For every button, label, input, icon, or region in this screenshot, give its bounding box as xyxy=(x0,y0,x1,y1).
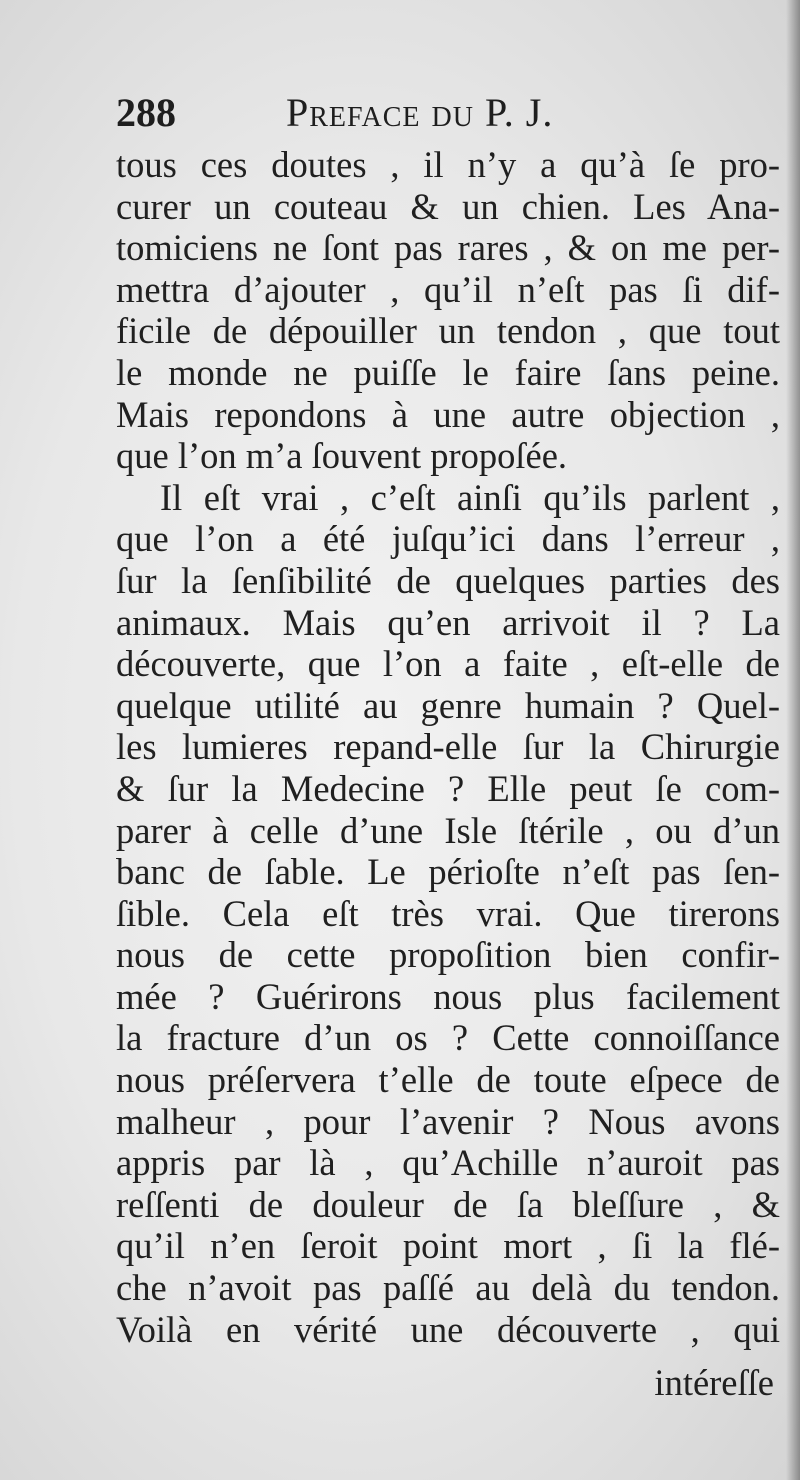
text-line: curer un couteau & un chien. Les Ana- xyxy=(116,185,780,227)
text-line: tomiciens ne ſont pas rares , & on me per- xyxy=(116,227,780,269)
text-line: les lumieres repand-elle ſur la Chirurgie xyxy=(116,726,780,768)
text-line: Il eſt vrai , c’eſt ainſi qu’ils parlent , xyxy=(160,476,780,518)
running-title: Preface du P. J. xyxy=(286,90,554,135)
text-line: qu’il n’en ſeroit point mort , ſi la flé- xyxy=(116,1225,780,1267)
text-line: appris par là , qu’Achille n’auroit pas xyxy=(116,1142,780,1184)
text-line: parer à celle d’une Isle ſtérile , ou d’un xyxy=(116,809,780,851)
text-line: nous de cette propoſition bien confir- xyxy=(116,934,780,976)
body-text xyxy=(116,144,780,1350)
text-line: che n’avoit pas paſſé au delà du tendon. xyxy=(116,1267,780,1309)
text-line: Mais repondons à une autre objection , xyxy=(116,393,780,435)
catchword: intéreſſe xyxy=(654,1362,774,1403)
text-line: mée ? Guérirons nous plus facilement xyxy=(116,975,780,1017)
text-line: que l’on a été juſqu’ici dans l’erreur , xyxy=(116,518,780,560)
text-line: Voilà en vérité une découverte , qui xyxy=(116,1308,780,1350)
text-line: animaux. Mais qu’en arrivoit il ? La xyxy=(116,601,780,643)
page-edge-shadow xyxy=(786,0,800,1480)
text-line: & ſur la Medecine ? Elle peut ſe com- xyxy=(116,767,780,809)
text-line: découverte, que l’on a faite , eſt-elle de xyxy=(116,643,780,685)
text-line: ſur la ſenſibilité de quelques parties des xyxy=(116,559,780,601)
text-line: tous ces doutes , il n’y a qu’à ſe pro- xyxy=(116,144,780,185)
text-line: ſible. Cela eſt très vrai. Que tirerons xyxy=(116,892,780,934)
text-line: malheur , pour l’avenir ? Nous avons xyxy=(116,1100,780,1142)
text-line: la fracture d’un os ? Cette connoiſſance xyxy=(116,1017,780,1059)
text-line: ficile de dépouiller un tendon , que tout xyxy=(116,310,780,352)
text-line: mettra d’ajouter , qu’il n’eſt pas ſi dif- xyxy=(116,268,780,310)
text-line: le monde ne puiſſe le faire ſans peine. xyxy=(116,351,780,393)
page-header xyxy=(116,88,676,138)
page-number: 288 xyxy=(116,90,176,135)
text-line: nous préſervera t’elle de toute eſpece de xyxy=(116,1059,780,1101)
text-line: banc de ſable. Le périoſte n’eſt pas ſen- xyxy=(116,851,780,893)
text-line: quelque utilité au genre humain ? Quel- xyxy=(116,684,780,726)
text-line: que l’on m’a ſouvent propoſée. xyxy=(116,435,568,477)
text-line: reſſenti de douleur de ſa bleſſure , & xyxy=(116,1183,780,1225)
